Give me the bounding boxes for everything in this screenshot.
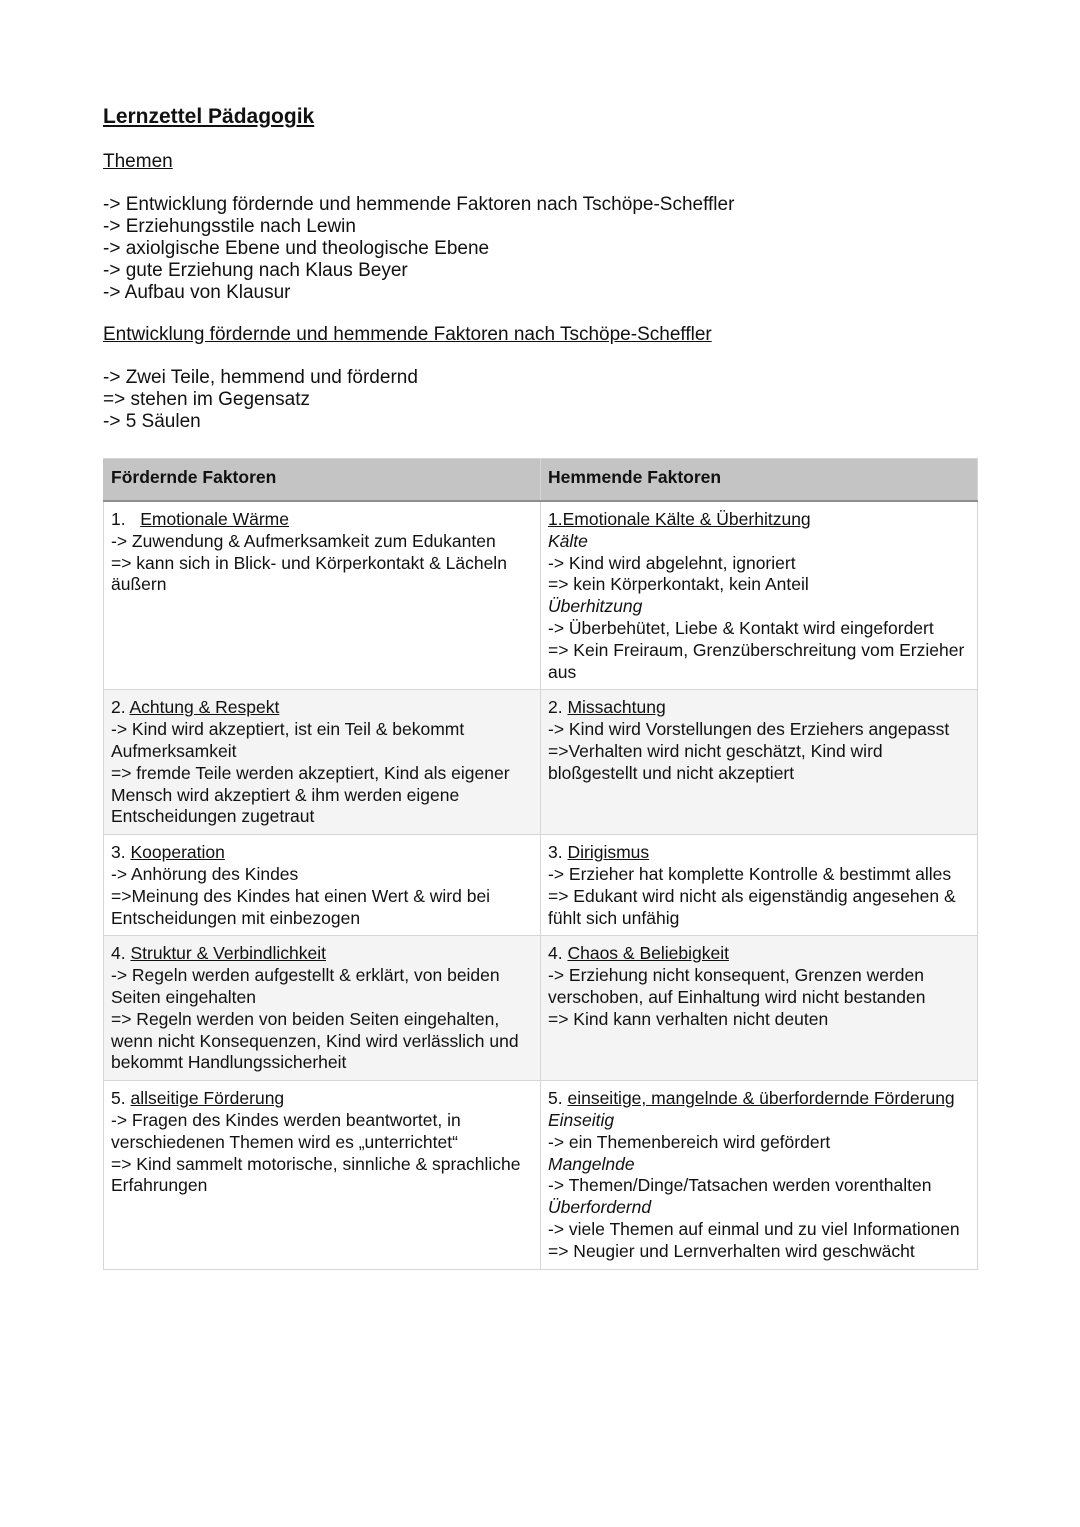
subheading: Mangelnde xyxy=(548,1153,635,1174)
cell-foerdernd-1: 1. Emotionale Wärme -> Zuwendung & Aufmerksamkeit zum Edukanten => kann sich in Blick- und Körperkontakt & Lächeln äußern xyxy=(104,501,541,690)
section-note: -> Zwei Teile, hemmend und fördernd xyxy=(103,367,418,388)
cell-foerdernd-4: 4. Struktur & Verbindlichkeit -> Regeln werden aufgestellt & erklärt, von beiden Seiten eingehalten => Regeln werden von beiden Seiten eingehalten, wenn nicht Konsequenzen, Kind wird verlässlich und bekommt Handlungssicherheit xyxy=(104,936,541,1081)
factor-title: Achtung & Respekt xyxy=(129,697,280,718)
cell-line: -> Kind wird akzeptiert, ist ein Teil & bekommt Aufmerksamkeit xyxy=(111,719,465,761)
subheading: Einseitig xyxy=(548,1109,615,1130)
cell-line: -> Anhörung des Kindes xyxy=(111,863,299,884)
document-page xyxy=(103,104,977,433)
cell-hemmend-2: 2. Missachtung -> Kind wird Vorstellungen des Erziehers angepasst =>Verhalten wird nicht geschätzt, Kind wird bloßgestellt und nicht akzeptiert xyxy=(541,690,978,835)
themen-item: -> Erziehungsstile nach Lewin xyxy=(103,216,356,237)
themen-item: -> axiolgische Ebene und theologische Ebene xyxy=(103,238,490,259)
cell-line: => kann sich in Blick- und Körperkontakt & Lächeln äußern xyxy=(111,552,507,595)
cell-line: => Neugier und Lernverhalten wird geschwächt xyxy=(548,1240,915,1261)
cell-line: => Kein Freiraum, Grenzüberschreitung vom Erzieher aus xyxy=(548,639,965,682)
cell-line: -> Erzieher hat komplette Kontrolle & bestimmt alles xyxy=(548,863,952,884)
cell-line: => Regeln werden von beiden Seiten eingehalten, wenn nicht Konsequenzen, Kind wird verlässlich und bekommt Handlungssicherheit xyxy=(111,1008,519,1073)
factor-title: Missachtung xyxy=(567,697,666,718)
header-hemmende: Hemmende Faktoren xyxy=(541,459,978,502)
factor-title: Emotionale Wärme xyxy=(140,509,289,529)
subheading: Überfordernd xyxy=(548,1197,652,1218)
cell-hemmend-4: 4. Chaos & Beliebigkeit -> Erziehung nicht konsequent, Grenzen werden verschoben, auf Einhaltung wird nicht bestanden => Kind kann verhalten nicht deuten xyxy=(541,936,978,1081)
cell-line: -> Regeln werden aufgestellt & erklärt, von beiden Seiten eingehalten xyxy=(111,965,500,1007)
section-note: -> 5 Säulen xyxy=(103,411,201,432)
cell-line: => Kind kann verhalten nicht deuten xyxy=(548,1008,829,1029)
cell-line: => Kind sammelt motorische, sinnliche & sprachliche Erfahrungen xyxy=(111,1153,521,1196)
factor-title: Dirigismus xyxy=(567,842,650,863)
factors-table xyxy=(103,458,978,1270)
cell-hemmend-5: 5. einseitige, mangelnde & überfordernde Förderung Einseitig -> ein Themenbereich wird gefördert Mangelnde -> Themen/Dinge/Tatsachen werden vorenthalten Überfordernd -> viele Themen auf einmal und zu viel Informationen => Neugier und Lernverhalten wird geschwächt xyxy=(541,1081,978,1269)
themen-list xyxy=(103,194,977,304)
table-header-row xyxy=(104,459,978,502)
cell-line: -> Überbehütet, Liebe & Kontakt wird eingefordert xyxy=(548,617,934,638)
cell-foerdernd-2: 2. Achtung & Respekt -> Kind wird akzeptiert, ist ein Teil & bekommt Aufmerksamkeit => fremde Teile werden akzeptiert, Kind als eigener Mensch wird akzeptiert & ihm werden eigene Entscheidungen zugetraut xyxy=(104,690,541,835)
factor-title: Kooperation xyxy=(130,842,225,863)
table-row xyxy=(104,835,978,936)
section-note: => stehen im Gegensatz xyxy=(103,389,311,410)
section-notes xyxy=(103,367,977,433)
themen-heading: Themen xyxy=(103,151,173,172)
factor-title: einseitige, mangelnde & überfordernde Förderung xyxy=(567,1088,955,1109)
cell-foerdernd-3: 3. Kooperation -> Anhörung des Kindes =>Meinung des Kindes hat einen Wert & wird bei Entscheidungen mit einbezogen xyxy=(104,835,541,936)
cell-line: -> Zuwendung & Aufmerksamkeit zum Edukanten xyxy=(111,530,496,551)
section-heading: Entwicklung fördernde und hemmende Faktoren nach Tschöpe-Scheffler xyxy=(103,324,712,345)
cell-line: =>Verhalten wird nicht geschätzt, Kind wird bloßgestellt und nicht akzeptiert xyxy=(548,740,883,783)
document-title: Lernzettel Pädagogik xyxy=(103,105,315,128)
cell-line: => Edukant wird nicht als eigenständig angesehen & fühlt sich unfähig xyxy=(548,885,956,928)
header-foerdernde: Fördernde Faktoren xyxy=(104,459,541,502)
factor-title: Chaos & Beliebigkeit xyxy=(567,943,729,964)
factor-title: Struktur & Verbindlichkeit xyxy=(130,943,326,964)
cell-line: -> Themen/Dinge/Tatsachen werden vorenthalten xyxy=(548,1175,932,1196)
table-row xyxy=(104,501,978,690)
cell-foerdernd-5: 5. allseitige Förderung -> Fragen des Kindes werden beantwortet, in verschiedenen Themen wird es „unterrichtet“ => Kind sammelt motorische, sinnliche & sprachliche Erfahrungen xyxy=(104,1081,541,1269)
cell-line: -> viele Themen auf einmal und zu viel Informationen xyxy=(548,1218,960,1239)
cell-line: -> Erziehung nicht konsequent, Grenzen werden verschoben, auf Einhaltung wird nicht bestanden xyxy=(548,965,926,1007)
themen-item: -> Aufbau von Klausur xyxy=(103,282,291,303)
cell-line: -> Fragen des Kindes werden beantwortet, in verschiedenen Themen wird es „unterrichtet“ xyxy=(111,1109,461,1152)
factor-title: 1.Emotionale Kälte & Überhitzung xyxy=(548,509,811,529)
table-row xyxy=(104,1081,978,1269)
cell-line: => fremde Teile werden akzeptiert, Kind als eigener Mensch wird akzeptiert & ihm werden eigene Entscheidungen zugetraut xyxy=(111,762,510,827)
table-row xyxy=(104,936,978,1081)
table-row xyxy=(104,690,978,835)
cell-line: => kein Körperkontakt, kein Anteil xyxy=(548,574,809,595)
cell-line: =>Meinung des Kindes hat einen Wert & wird bei Entscheidungen mit einbezogen xyxy=(111,885,491,928)
themen-item: -> gute Erziehung nach Klaus Beyer xyxy=(103,260,408,281)
cell-line: -> Kind wird abgelehnt, ignoriert xyxy=(548,552,796,573)
cell-hemmend-1 xyxy=(541,501,978,690)
cell-line: -> Kind wird Vorstellungen des Erziehers angepasst xyxy=(548,719,950,740)
subheading: Kälte xyxy=(548,530,588,551)
cell-line: -> ein Themenbereich wird gefördert xyxy=(548,1131,831,1152)
factor-title: allseitige Förderung xyxy=(130,1088,285,1109)
themen-item: -> Entwicklung fördernde und hemmende Faktoren nach Tschöpe-Scheffler xyxy=(103,194,735,215)
cell-hemmend-3: 3. Dirigismus -> Erzieher hat komplette Kontrolle & bestimmt alles => Edukant wird nicht als eigenständig angesehen & fühlt sich unfähig xyxy=(541,835,978,936)
subheading: Überhitzung xyxy=(548,596,643,617)
